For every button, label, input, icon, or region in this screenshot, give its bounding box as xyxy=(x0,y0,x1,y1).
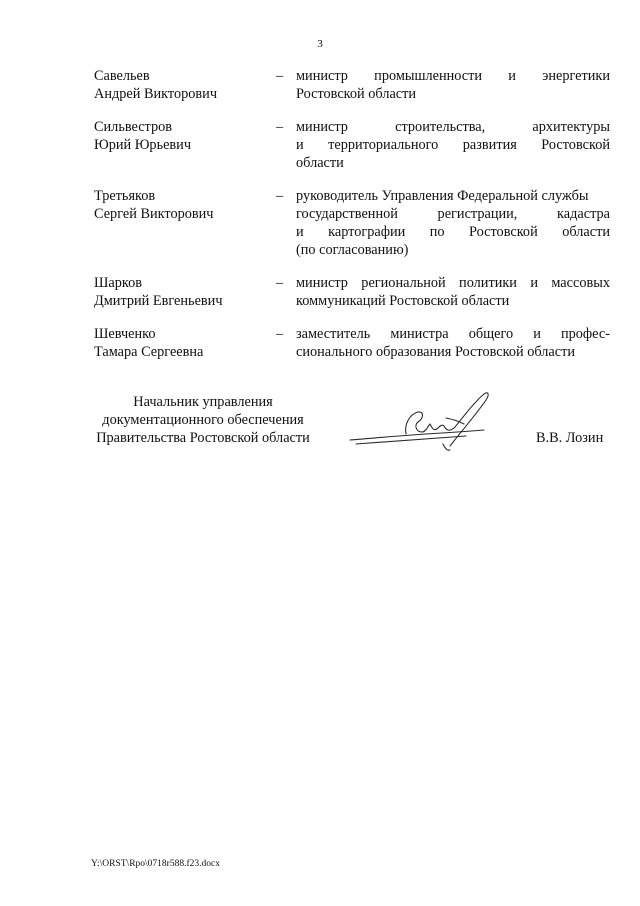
member-role-line: и территориального развития Ростовской xyxy=(296,137,610,153)
member-entry xyxy=(94,274,610,310)
member-surname: Савельев xyxy=(94,68,150,84)
member-dash: – xyxy=(276,119,284,135)
member-surname: Сильвестров xyxy=(94,119,173,135)
member-name xyxy=(94,67,269,103)
member-role-line: области xyxy=(296,155,344,171)
member-role-line: руководитель Управления Федеральной службы xyxy=(296,188,589,204)
signatory-title-line: Начальник управления xyxy=(133,394,273,410)
member-role-line: министр промышленности и энергетики xyxy=(296,68,610,84)
member-role xyxy=(296,274,610,310)
member-entry xyxy=(94,325,610,361)
member-role xyxy=(296,118,610,172)
member-surname: Шарков xyxy=(94,275,143,291)
signatory-title-line: Правительства Ростовской области xyxy=(96,430,310,446)
member-role xyxy=(296,187,610,259)
member-given-names: Сергей Викторович xyxy=(94,206,214,222)
member-name xyxy=(94,274,269,310)
member-name xyxy=(94,325,269,361)
file-path: Y:\ORST\Rpo\0718r588.f23.docx xyxy=(91,859,220,869)
member-entry xyxy=(94,67,610,103)
member-list xyxy=(94,67,610,376)
member-dash: – xyxy=(276,188,284,204)
member-dash: – xyxy=(276,275,284,291)
member-surname: Шевченко xyxy=(94,326,156,342)
member-dash: – xyxy=(276,68,284,84)
member-role-line: (по согласованию) xyxy=(296,242,409,258)
member-given-names: Тамара Сергеевна xyxy=(94,344,204,360)
page-number: 3 xyxy=(317,38,323,50)
member-surname: Третьяков xyxy=(94,188,156,204)
member-given-names: Андрей Викторович xyxy=(94,86,218,102)
member-role-line: сионального образования Ростовской области xyxy=(296,344,575,360)
member-role xyxy=(296,67,610,103)
member-name xyxy=(94,118,269,154)
signatory-title-line: документационного обеспечения xyxy=(102,412,304,428)
signatory-title xyxy=(88,393,318,447)
member-given-names: Дмитрий Евгеньевич xyxy=(94,293,223,309)
signatory-name: В.В. Лозин xyxy=(536,430,604,446)
member-role xyxy=(296,325,610,361)
member-role-line: министр региональной политики и массовых xyxy=(296,275,610,291)
member-role-line: и картографии по Ростовской области xyxy=(296,224,610,240)
member-role-line: Ростовской области xyxy=(296,86,417,102)
member-name xyxy=(94,187,269,223)
member-entry xyxy=(94,187,610,259)
member-entry xyxy=(94,118,610,172)
member-dash: – xyxy=(276,326,284,342)
member-role-line: государственной регистрации, кадастра xyxy=(296,206,610,222)
member-role-line: министр строительства, архитектуры xyxy=(296,119,610,135)
handwritten-signature xyxy=(346,388,506,458)
member-given-names: Юрий Юрьевич xyxy=(94,137,192,153)
member-role-line: заместитель министра общего и профес- xyxy=(296,326,610,342)
member-role-line: коммуникаций Ростовской области xyxy=(296,293,510,309)
